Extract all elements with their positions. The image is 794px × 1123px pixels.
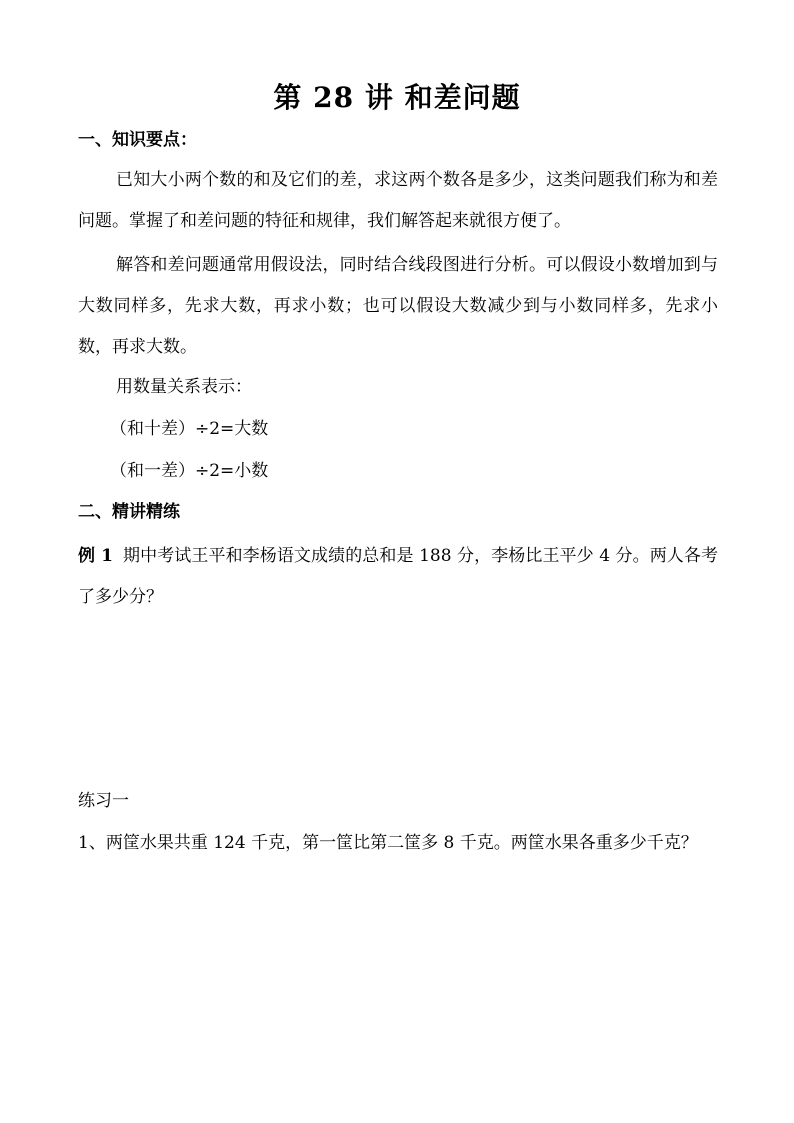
- relation-intro: 用数量关系表示：: [116, 377, 252, 397]
- example-1-label: 例 1: [78, 546, 113, 566]
- paragraph-method: 解答和差问题通常用假设法，同时结合线段图进行分析。可以假设小数增加到与大数同样多，先求大数，再求小数；也可以假设大数减少到与小数同样多，先求小数，再求大数。: [78, 255, 718, 357]
- formula-small-number: （和一差）÷2=小数: [110, 461, 269, 481]
- practice-heading: 练习一: [78, 791, 129, 811]
- formula-large-number: （和十差）÷2=大数: [110, 419, 269, 439]
- page-title: 第 28 讲 和差问题: [273, 81, 521, 114]
- paragraph-definition: 已知大小两个数的和及它们的差，求这两个数各是多少，这类问题我们称为和差问题。掌握了和差问题的特征和规律，我们解答起来就很方便了。: [78, 170, 718, 231]
- section-heading-knowledge: 一、知识要点：: [78, 130, 197, 150]
- example-1: [78, 536, 718, 618]
- section-heading-practice: 二、精讲精练: [78, 502, 180, 522]
- example-1-text: 期中考试王平和李杨语文成绩的总和是 188 分，李杨比王平少 4 分。两人各考了多少分？: [78, 546, 718, 607]
- practice-question-1: 1、两筐水果共重 124 千克，第一筐比第二筐多 8 千克。两筐水果各重多少千克？: [78, 833, 698, 853]
